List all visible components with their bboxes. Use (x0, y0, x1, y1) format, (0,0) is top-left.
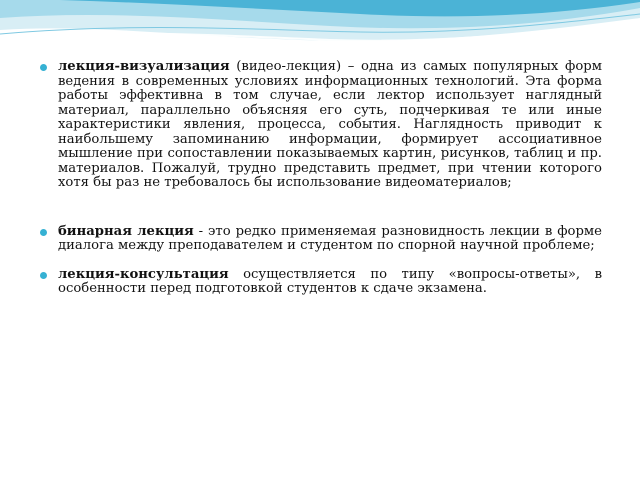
bullet-paragraph (58, 268, 602, 297)
bullet-text: - это редко применяемая разновидность лекции в форме диалога между преподавателем и студентом по спорной научной проблеме; (58, 223, 602, 253)
bullet-item-visualization (40, 60, 602, 191)
bullet-text: осуществляется по типу «вопросы-ответы», в особенности перед подготовкой студентов к сдаче экзамена. (58, 266, 602, 296)
bullet-item-consultation (40, 268, 602, 297)
slide-body (40, 60, 602, 297)
bullet-term: лекция-визуализация (58, 59, 230, 74)
bullet-item-binary (40, 225, 602, 254)
bullet-dot-icon (40, 229, 47, 236)
bullet-dot-icon (40, 272, 47, 279)
bullet-dot-icon (40, 64, 47, 71)
decorative-wave-header (0, 0, 640, 60)
bullet-paragraph (58, 225, 602, 254)
bullet-text: (видео-лекция) – одна из самых популярных форм ведения в современных условиях информационных технологий. Эта форма работы эффективна в том случае, если лектор использует наглядный материал, параллельно объясняя его суть, подчеркивая те или иные характеристики явления, процесса, события. Наглядность приводит к наибольшему запоминанию информации, формирует ассоциативное мышление при сопоставлении показываемых картин, рисунков, таблиц и пр. материалов. Пожалуй, трудно представить предмет, при чтении которого хотя бы раз не требовалось бы использование видеоматериалов; (58, 59, 602, 190)
bullet-term: лекция-консультация (58, 266, 229, 282)
bullet-paragraph (58, 60, 602, 191)
bullet-term: бинарная лекция (58, 223, 194, 239)
